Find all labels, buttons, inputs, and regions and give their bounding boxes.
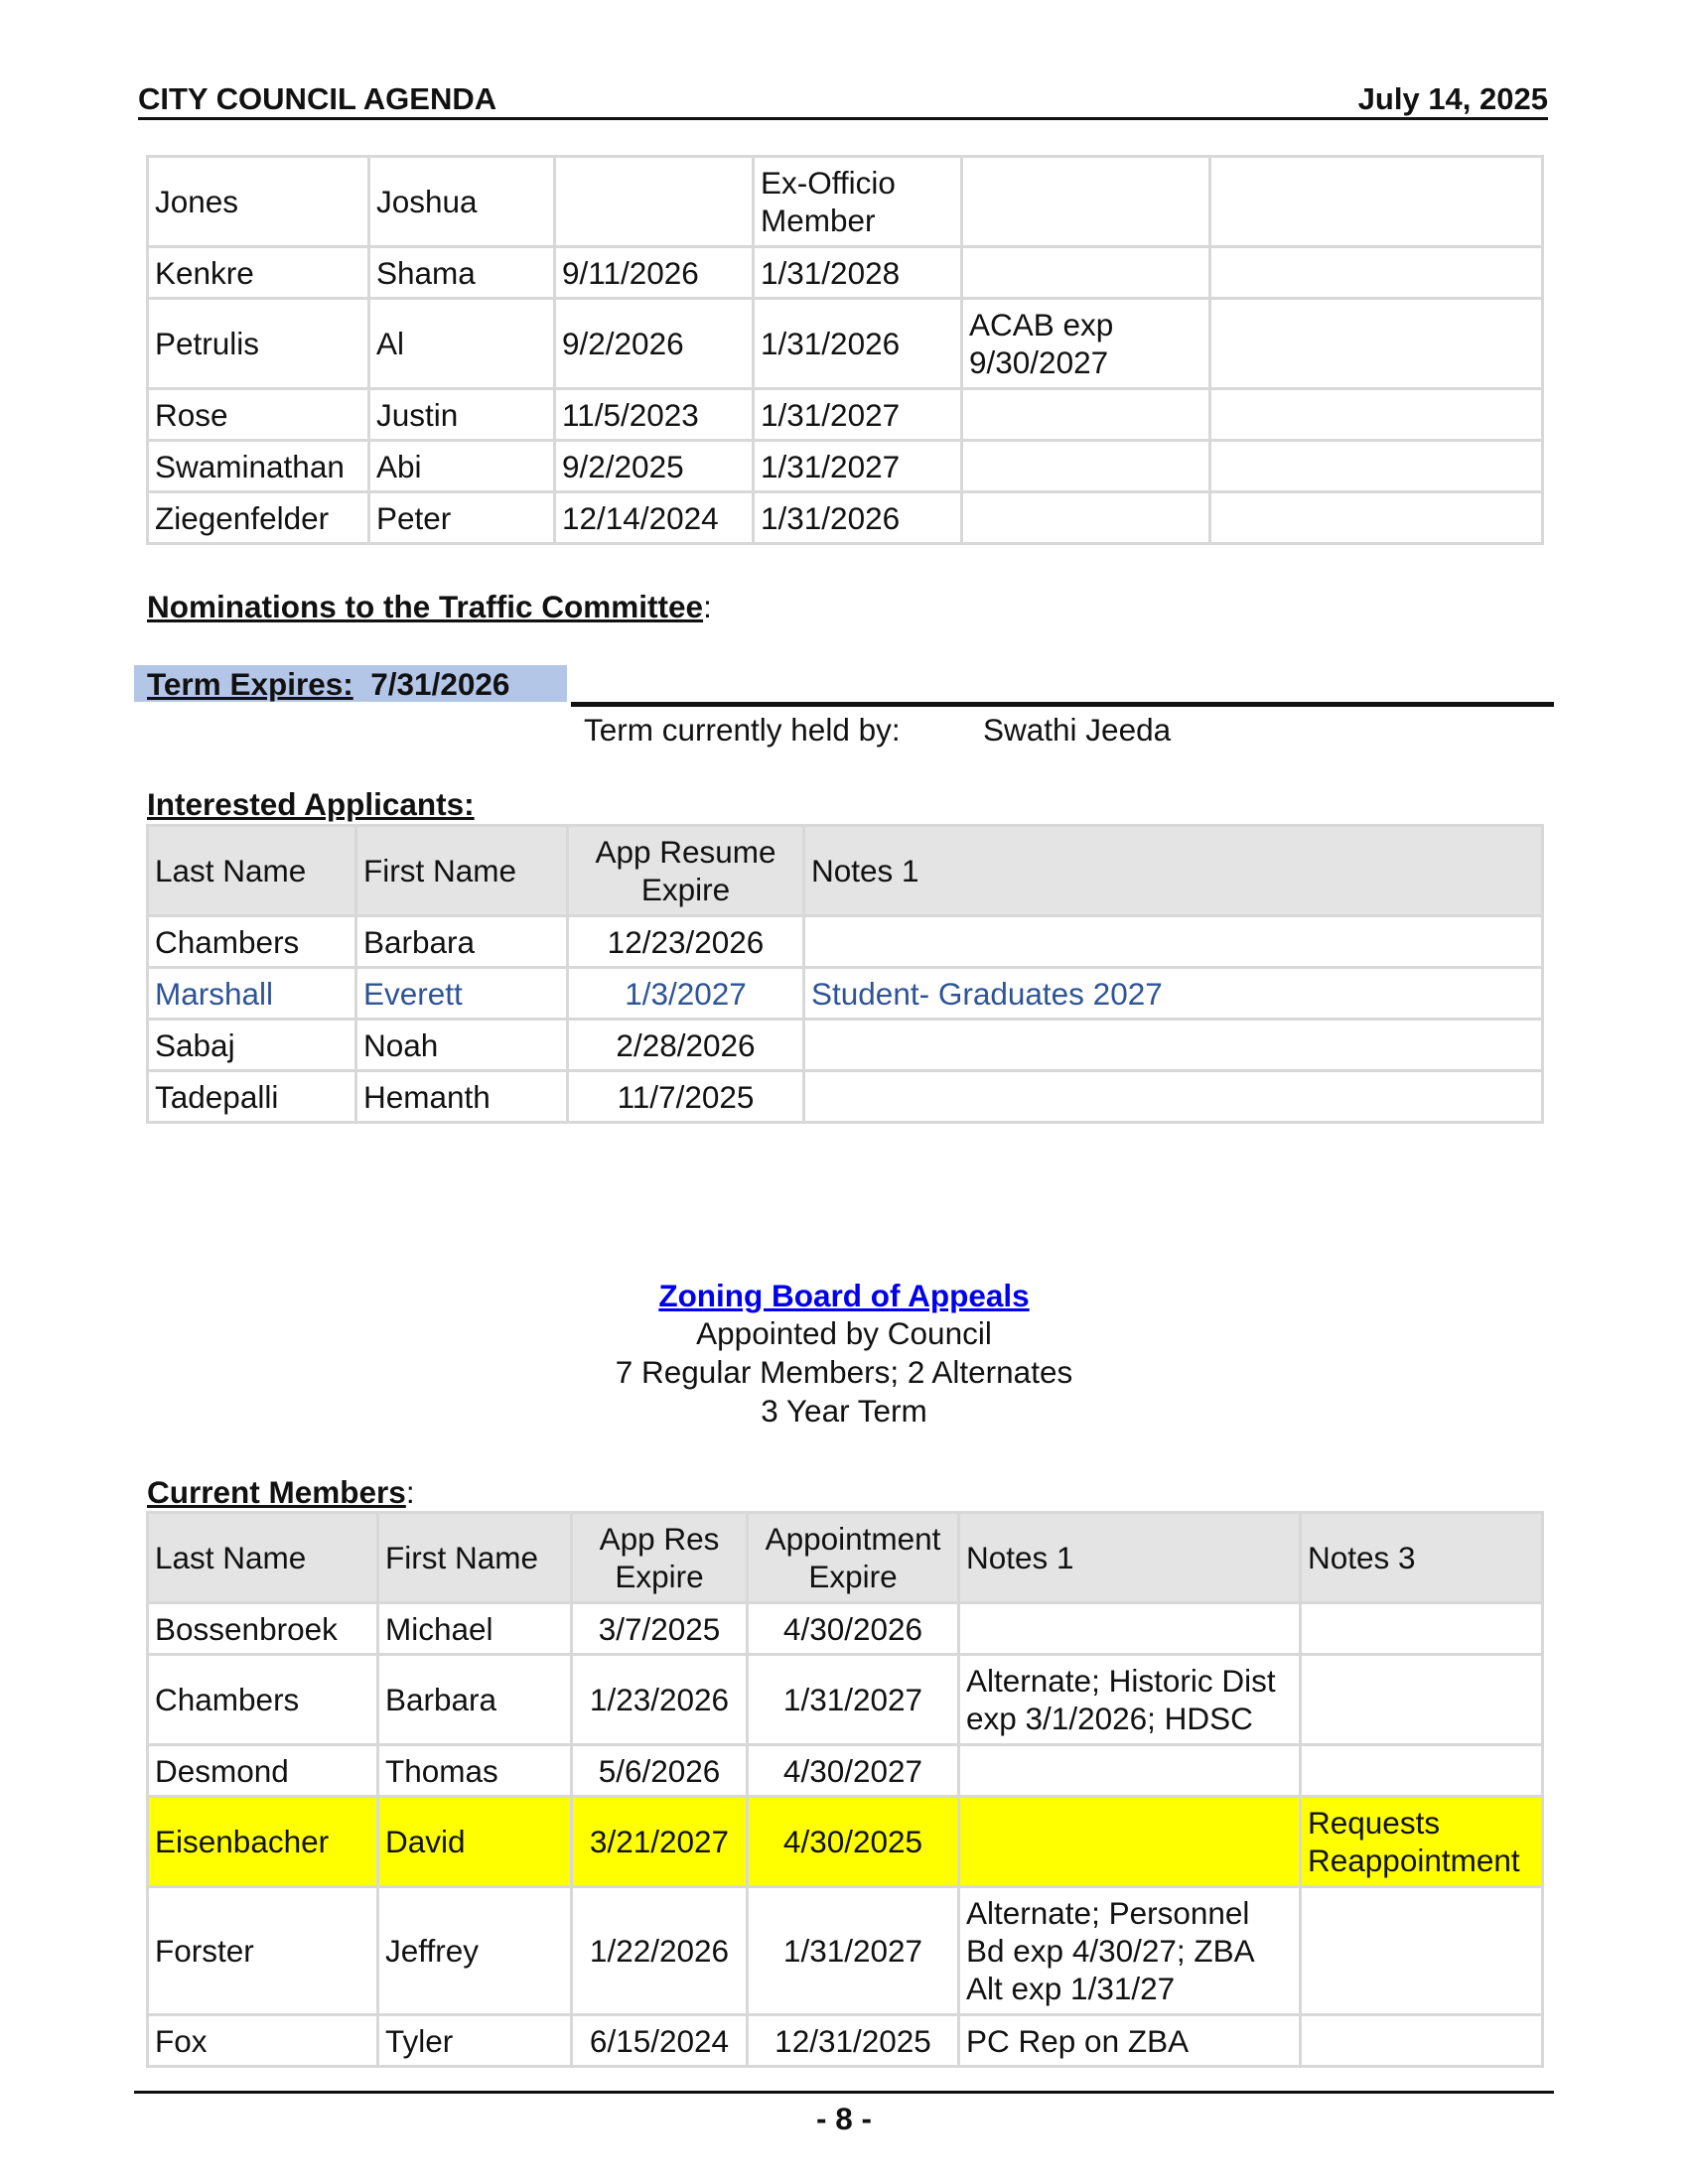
table-row: Kenkre Shama 9/11/2026 1/31/2028 — [148, 247, 1543, 299]
members-continued-table — [146, 155, 1544, 545]
table-row: Sabaj Noah 2/28/2026 — [148, 1020, 1543, 1071]
table-row-highlighted: Eisenbacher David 3/21/2027 4/30/2025 Requests Reappointment — [148, 1797, 1543, 1887]
footer-divider — [134, 2091, 1554, 2094]
table-row: Fox Tyler 6/15/2024 12/31/2025 PC Rep on ZBA — [148, 2015, 1543, 2067]
table-row: Ziegenfelder Peter 12/14/2024 1/31/2026 — [148, 492, 1543, 544]
table-row: Tadepalli Hemanth 11/7/2025 — [148, 1071, 1543, 1123]
agenda-title: CITY COUNCIL AGENDA — [138, 81, 497, 116]
table-row: Rose Justin 11/5/2023 1/31/2027 — [148, 389, 1543, 441]
applicants-table — [146, 824, 1544, 1124]
page-number: - 8 - — [815, 2101, 872, 2136]
zba-members-table — [146, 1511, 1544, 2068]
table-row: Chambers Barbara 1/23/2026 1/31/2027 Alternate; Historic Dist exp 3/1/2026; HDSC — [148, 1655, 1543, 1745]
members-heading: Current Members: — [147, 1474, 415, 1510]
table-row: Chambers Barbara 12/23/2026 — [148, 916, 1543, 968]
table-header-row: Last Name First Name App Resume Expire Notes 1 — [148, 826, 1543, 916]
traffic-heading: Nominations to the Traffic Committee: — [147, 589, 712, 624]
zba-line3: 3 Year Term — [761, 1393, 927, 1429]
page-header — [138, 77, 1548, 120]
zba-title-block — [0, 1278, 1688, 1314]
applicants-label: Interested Applicants: — [147, 786, 475, 822]
table-row: Swaminathan Abi 9/2/2025 1/31/2027 — [148, 441, 1543, 492]
agenda-date: July 14, 2025 — [1357, 81, 1548, 116]
divider — [571, 702, 1554, 707]
table-row: Desmond Thomas 5/6/2026 4/30/2027 — [148, 1745, 1543, 1797]
zba-title-link[interactable]: Zoning Board of Appeals — [658, 1278, 1030, 1313]
held-by: Swathi Jeeda — [983, 712, 1172, 748]
zba-line2: 7 Regular Members; 2 Alternates — [615, 1354, 1073, 1390]
term-expires: Term Expires: 7/31/2026 — [147, 666, 510, 702]
table-row: Bossenbroek Michael 3/7/2025 4/30/2026 — [148, 1603, 1543, 1655]
table-row: Jones Joshua Ex-Officio Member — [148, 157, 1543, 247]
table-row: Marshall Everett 1/3/2027 Student- Graduates 2027 — [148, 968, 1543, 1020]
table-row: Forster Jeffrey 1/22/2026 1/31/2027 Alternate; Personnel Bd exp 4/30/27; ZBA Alt exp 1/31/27 — [148, 1887, 1543, 2015]
zba-line1: Appointed by Council — [696, 1315, 992, 1351]
table-row: Petrulis Al 9/2/2026 1/31/2026 ACAB exp 9/30/2027 — [148, 299, 1543, 389]
held-label: Term currently held by: — [584, 712, 901, 748]
table-header-row: Last Name First Name App Res Expire Appointment Expire Notes 1 Notes 3 — [148, 1513, 1543, 1603]
